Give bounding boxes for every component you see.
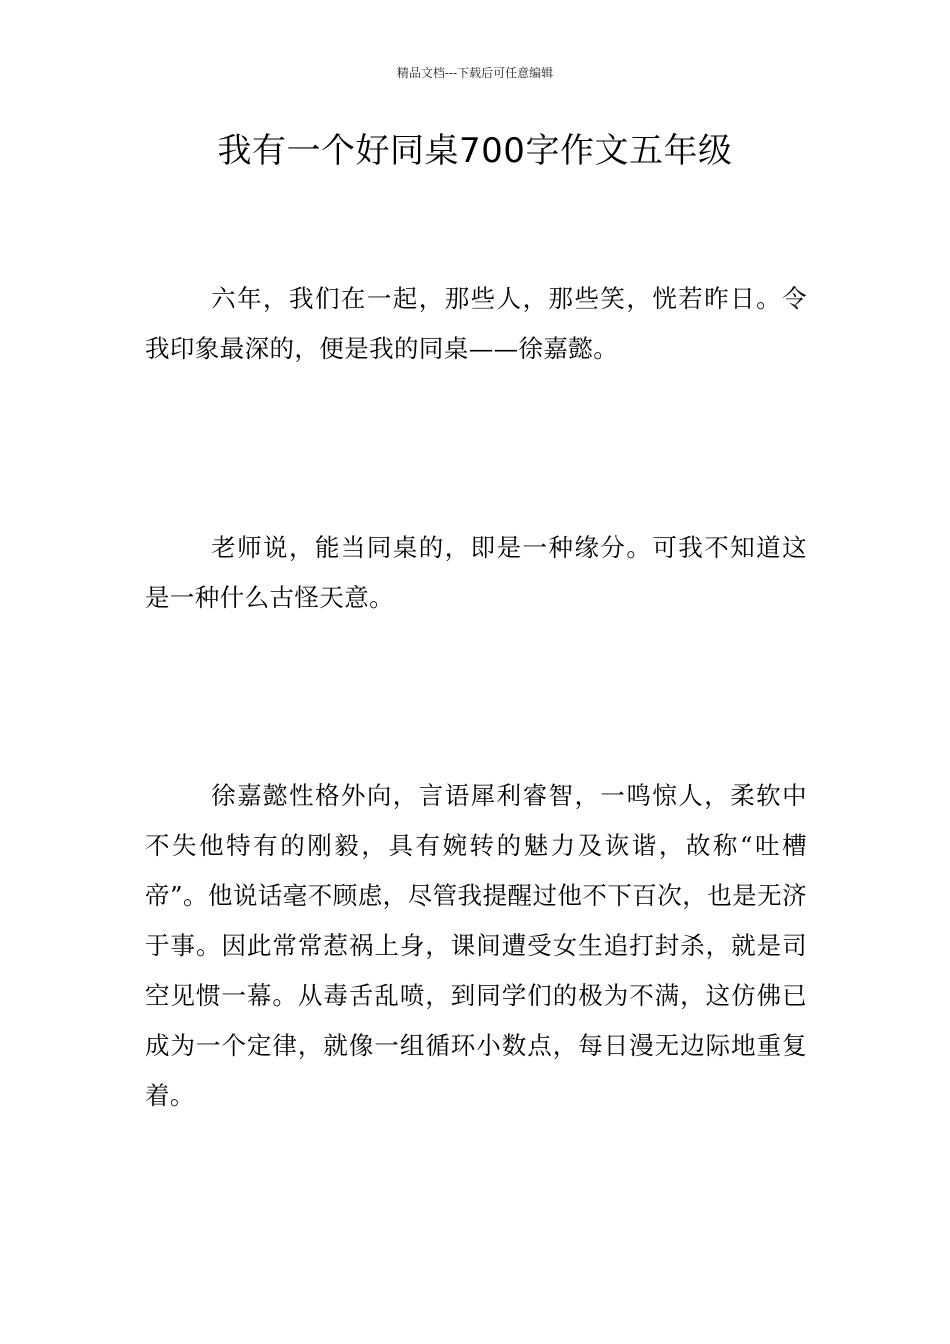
paragraph-1: 六年，我们在一起，那些人，那些笑，恍若昨日。令我印象最深的，便是我的同桌——徐嘉懿。 [145, 284, 807, 363]
header-note: 精品文档---下载后可任意编辑 [396, 66, 554, 80]
paragraph-2: 老师说，能当同桌的，即是一种缘分。可我不知道这是一种什么古怪天意。 [145, 533, 807, 612]
page-title: 我有一个好同桌700字作文五年级 [217, 131, 733, 171]
paragraph-3: 徐嘉懿性格外向，言语犀利睿智，一鸣惊人，柔软中不失他特有的刚毅，具有婉转的魅力及诙谐，故称“吐槽帝”。他说话毫不顾虑，尽管我提醒过他不下百次，也是无济于事。因此常常惹祸上身，课间遭受女生追打封杀，就是司空见惯一幕。从毒舌乱喷，到同学们的极为不满，这仿佛已成为一个定律，就像一组循环小数点，每日漫无边际地重复着。 [145, 781, 807, 1110]
